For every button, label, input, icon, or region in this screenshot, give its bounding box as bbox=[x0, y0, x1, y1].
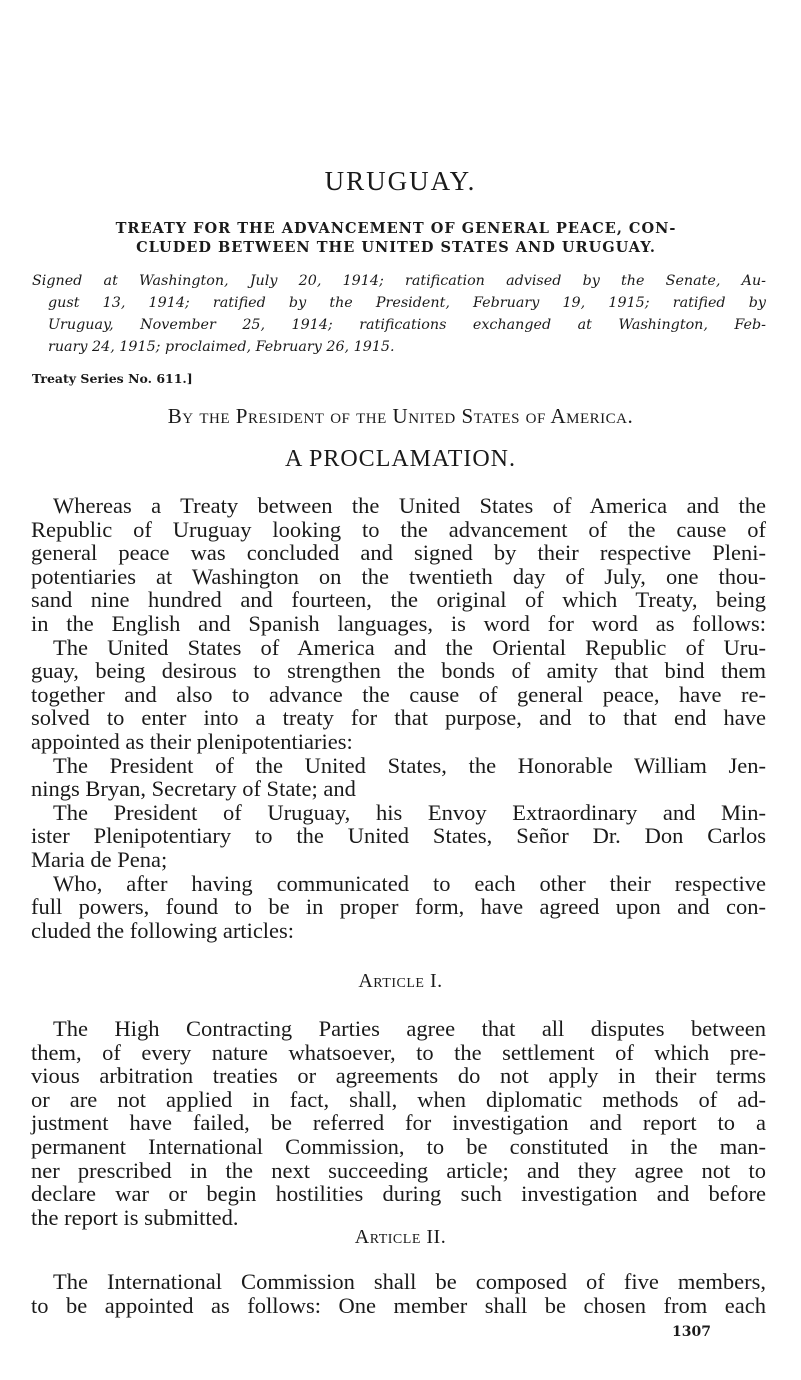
treaty-heading bbox=[26, 219, 766, 257]
text-line: vious arbitration treaties or agreements do not apply in their terms bbox=[31, 1063, 766, 1089]
text-line: to be appointed as follows: One member shall be chosen from each bbox=[31, 1292, 766, 1318]
signature-ratification-info bbox=[32, 270, 766, 358]
signed-info-line: Signed at Washington, July 20, 1914; ratification advised by the Senate, Au- bbox=[32, 273, 766, 289]
text-line: in the English and Spanish languages, is word for word as follows: bbox=[31, 610, 766, 636]
country-title: URUGUAY. bbox=[324, 166, 477, 196]
text-line: general peace was concluded and signed by their respective Pleni- bbox=[31, 540, 766, 566]
text-line: justment have failed, be referred for investigation and report to a bbox=[31, 1110, 766, 1136]
text-line: Whereas a Treaty between the United States of America and the bbox=[53, 493, 766, 518]
text-line: The President of Uruguay, his Envoy Extraordinary and Min- bbox=[53, 799, 766, 825]
text-line: The International Commission shall be composed of five members, bbox=[53, 1269, 766, 1294]
text-line: Maria de Pena; bbox=[31, 846, 168, 872]
page-number: 1307 bbox=[672, 1324, 711, 1340]
text-line: solved to enter into a treaty for that purpose, and to that end have bbox=[31, 705, 766, 731]
signed-info-line: ruary 24, 1915; proclaimed, February 26, 1915. bbox=[48, 339, 395, 355]
article-1-heading: Article I. bbox=[358, 970, 443, 992]
text-line: permanent International Commission, to be constituted in the man- bbox=[31, 1133, 766, 1159]
treaty-series-reference: Treaty Series No. 611.] bbox=[32, 371, 193, 386]
text-line: full powers, found to be in proper form, have agreed upon and con- bbox=[31, 894, 766, 920]
text-line: The High Contracting Parties agree that all disputes between bbox=[53, 1016, 766, 1041]
article-2-heading: Article II. bbox=[354, 1226, 447, 1248]
signed-info-line: Uruguay, November 25, 1914; ratifications exchanged at Washington, Feb- bbox=[48, 317, 766, 333]
proclamation-title: A PROCLAMATION. bbox=[284, 446, 517, 472]
text-line: The United States of America and the Oriental Republic of Uru- bbox=[53, 634, 766, 660]
text-line: the report is submitted. bbox=[31, 1204, 239, 1230]
text-line: nings Bryan, Secretary of State; and bbox=[31, 776, 356, 802]
text-line: ister Plenipotentiary to the United States, Señor Dr. Don Carlos bbox=[31, 823, 766, 849]
article-1-body bbox=[31, 1017, 766, 1229]
preamble-paragraph bbox=[31, 494, 766, 942]
text-line: Who, after having communicated to each other their respective bbox=[53, 870, 766, 896]
by-the-president-line: By the President of the United States of America. bbox=[167, 404, 634, 428]
text-line: Republic of Uruguay looking to the advancement of the cause of bbox=[31, 516, 766, 542]
signed-info-line: gust 13, 1914; ratified by the President, February 19, 1915; ratified by bbox=[48, 295, 766, 311]
treaty-heading-line: CLUDED BETWEEN THE UNITED STATES AND URUGUAY. bbox=[136, 239, 656, 256]
text-line: sand nine hundred and fourteen, the original of which Treaty, being bbox=[31, 587, 766, 613]
text-line: together and also to advance the cause of general peace, have re- bbox=[31, 681, 766, 707]
text-line: potentiaries at Washington on the twentieth day of July, one thou- bbox=[31, 563, 766, 589]
text-line: or are not applied in fact, shall, when diplomatic methods of ad- bbox=[31, 1086, 766, 1112]
text-line: appointed as their plenipotentiaries: bbox=[31, 728, 353, 754]
treaty-heading-line: TREATY FOR THE ADVANCEMENT OF GENERAL PEACE, CON- bbox=[115, 220, 677, 237]
article-2-body bbox=[31, 1270, 766, 1317]
text-line: cluded the following articles: bbox=[31, 917, 295, 943]
text-line: The President of the United States, the Honorable William Jen- bbox=[53, 752, 766, 778]
text-line: ner prescribed in the next succeeding article; and they agree not to bbox=[31, 1157, 766, 1183]
text-line: guay, being desirous to strengthen the bonds of amity that bind them bbox=[31, 658, 766, 684]
text-line: declare war or begin hostilities during such investigation and before bbox=[31, 1181, 766, 1207]
text-line: them, of every nature whatsoever, to the settlement of which pre- bbox=[31, 1039, 766, 1065]
